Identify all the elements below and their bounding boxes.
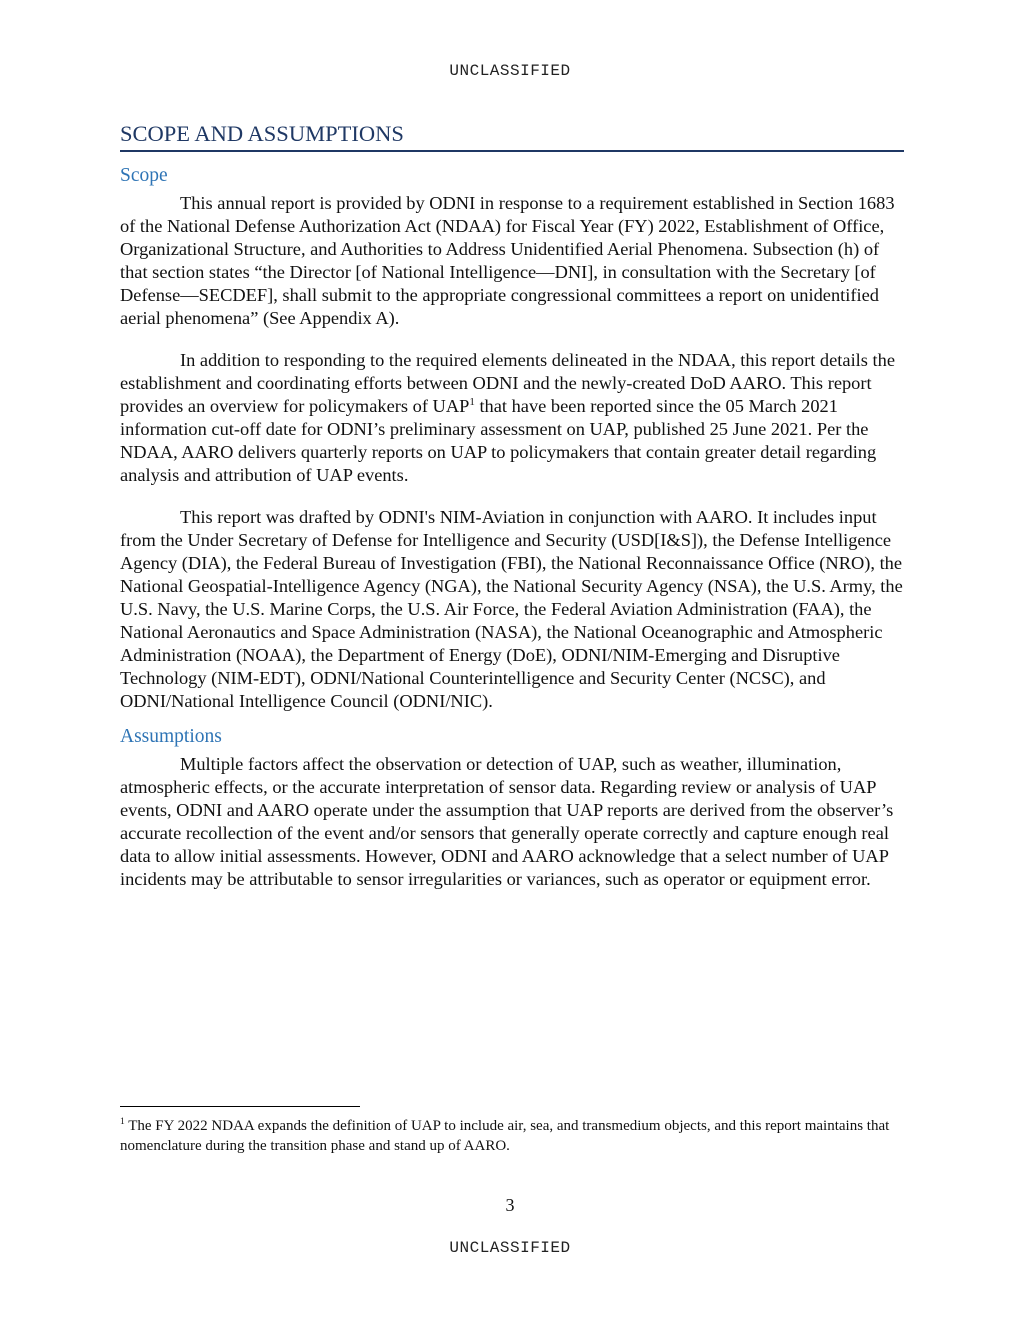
scope-paragraph-2: [120, 349, 904, 487]
section-title: SCOPE AND ASSUMPTIONS: [120, 120, 904, 152]
classification-footer: UNCLASSIFIED: [449, 1239, 571, 1257]
page-number: 3: [505, 1195, 515, 1215]
scope-paragraph-1: This annual report is provided by ODNI in response to a requirement established in Section 1683 of the National Defense Authorization Act (NDAA) for Fiscal Year (FY) 2022, Establishment of Office, Organizational Structure, and Authorities to Address Unidentified Aerial Phenomena. Subsection (h) of that section states “the Director [of National Intelligence—DNI], in consultation with the Secretary [of Defense—SECDEF], shall submit to the appropriate congressional committees a report on unidentified aerial phenomena” (See Appendix A).: [120, 193, 895, 328]
assumptions-heading: Assumptions: [120, 726, 222, 747]
scope-paragraph-2-text-b: that have been reported since the 05 March 2021 information cut-off date for ODNI’s preliminary assessment on UAP, published 25 June 2021. Per the NDAA, AARO delivers quarterly reports on UAP to policymakers that contain greater detail regarding analysis and attribution of UAP events.: [120, 396, 877, 485]
footnote-separator: [120, 1106, 360, 1107]
scope-paragraph-2-text-a: In addition to responding to the required elements delineated in the NDAA, this report details the establishment and coordinating efforts between ODNI and the newly-created DoD AARO. This report provides an overview for policymakers of UAP: [120, 350, 896, 416]
classification-header: UNCLASSIFIED: [449, 62, 571, 80]
footnote-reference[interactable]: 1: [469, 395, 475, 408]
footnote-text: The FY 2022 NDAA expands the definition of UAP to include air, sea, and transmedium objects, and this report maintains that nomenclature during the transition phase and stand up of AARO.: [120, 1118, 890, 1154]
footnote: [120, 1116, 904, 1156]
page-content: [120, 120, 904, 891]
scope-heading: Scope: [120, 165, 168, 186]
assumptions-paragraph-1: Multiple factors affect the observation or detection of UAP, such as weather, illumination, atmospheric effects, or the accurate interpretation of sensor data. Regarding review or analysis of UAP events, ODNI and AARO operate under the assumption that UAP reports are derived from the observer’s accurate recollection of the event and/or sensors that generally operate correctly and capture enough real data to allow initial assessments. However, ODNI and AARO acknowledge that a select number of UAP incidents may be attributable to sensor irregularities or variances, such as operator or equipment error.: [120, 754, 894, 889]
scope-paragraph-3: This report was drafted by ODNI's NIM-Aviation in conjunction with AARO. It includes input from the Under Secretary of Defense for Intelligence and Security (USD[I&S]), the Defense Intelligence Agency (DIA), the Federal Bureau of Investigation (FBI), the National Reconnaissance Office (NRO), the National Geospatial-Intelligence Agency (NGA), the National Security Agency (NSA), the U.S. Army, the U.S. Navy, the U.S. Marine Corps, the U.S. Air Force, the Federal Aviation Administration (FAA), the National Aeronautics and Space Administration (NASA), the National Oceanographic and Atmospheric Administration (NOAA), the Department of Energy (DoE), ODNI/NIM-Emerging and Disruptive Technology (NIM-EDT), ODNI/National Counterintelligence and Security Center (NCSC), and ODNI/National Intelligence Council (ODNI/NIC).: [120, 507, 903, 711]
footnote-number: 1: [120, 1117, 125, 1127]
